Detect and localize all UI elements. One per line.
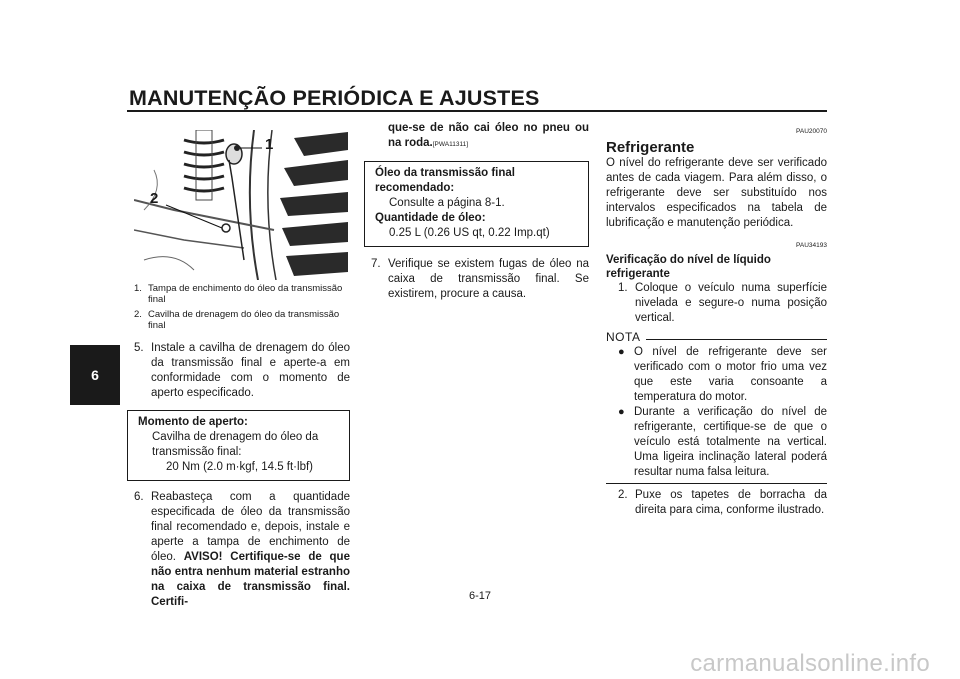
step-number: 5.	[134, 342, 144, 354]
bullet-text: O nível de refrigerante deve ser verificado com o motor frio uma vez que este varia consoante a temperatura do motor.	[634, 346, 827, 403]
step-text: Instale a cavilha de drenagem do óleo da transmissão final e aperte-a em conformidade com o momento de aperto especificado.	[151, 342, 350, 399]
step-text: Coloque o veículo numa superfície nivelada e segure-o numa posição vertical.	[635, 282, 827, 324]
bullet-text: Durante a verificação do nível de refrigerante, certifique-se de que o veículo está totalmente na vertical. Uma ligeira inclinação lateral poderá resultar numa falsa leitura.	[634, 406, 827, 478]
note-end-rule	[606, 483, 827, 484]
section-reference: PAU20070	[796, 128, 827, 135]
step-5	[134, 341, 350, 401]
oil-quantity-label: Quantidade de óleo:	[375, 212, 486, 224]
step-text: Verifique se existem fugas de óleo na caixa de transmissão final. Se existirem, procure a causa.	[388, 258, 589, 300]
figure-callout-1: 1	[265, 136, 274, 153]
note-header	[606, 330, 827, 345]
figure-transmission-illustration	[134, 130, 348, 280]
caption-text: Tampa de enchimento do óleo da transmissão final	[148, 283, 343, 305]
subsection-reference: PAU34193	[796, 242, 827, 249]
step-number: 2.	[618, 489, 628, 501]
step-1	[618, 281, 827, 326]
page-title: MANUTENÇÃO PERIÓDICA E AJUSTES	[129, 86, 540, 110]
subsection-title: Verificação do nível de líquido refrigerante	[606, 254, 771, 280]
note-rule	[646, 339, 827, 340]
oil-spec-box	[364, 161, 589, 247]
transmission-illustration	[134, 130, 348, 280]
middle-column	[371, 121, 589, 302]
torque-spec-box	[127, 410, 350, 481]
step-number: 1.	[618, 282, 628, 294]
oil-type-value: Consulte a página 8-1.	[389, 197, 505, 209]
page-number: 6-17	[468, 590, 492, 602]
right-column	[606, 124, 827, 518]
step-number: 6.	[134, 491, 144, 503]
caption-text: Cavilha de drenagem do óleo da transmissão final	[148, 309, 340, 331]
warning-reference: [PWA11311]	[432, 141, 469, 148]
figure-caption	[134, 283, 350, 305]
left-column	[134, 341, 350, 610]
torque-label: Momento de aperto:	[138, 416, 248, 428]
figure-caption	[134, 309, 350, 331]
oil-type-label: Óleo da transmissão final recomendado:	[375, 167, 515, 194]
step-warning: AVISO! Certifique-se de que não entra nenhum material estranho na caixa de transmissão final. Certifi-	[151, 551, 350, 608]
figure-callout-2: 2	[150, 190, 159, 207]
figure-caption-list	[134, 283, 350, 335]
note-bullet	[618, 405, 827, 480]
watermark: carmanualsonline.info	[690, 650, 930, 677]
torque-item: Cavilha de drenagem do óleo da transmissão final:	[152, 431, 319, 458]
step-number: 7.	[371, 258, 381, 270]
header-rule	[127, 110, 827, 112]
warning-text: que-se de não cai óleo no pneu ou na roda.	[388, 122, 589, 149]
caption-number: 2.	[134, 309, 142, 320]
note-label: NOTA	[606, 330, 641, 344]
bullet-icon: ●	[618, 406, 625, 418]
chapter-tab: 6	[70, 345, 120, 405]
section-intro: O nível do refrigerante deve ser verificado antes de cada viagem. Para além disso, o refrigerante deve ser substituído nos intervalos especificados na tabela de lubrificação e manutenção periódica.	[606, 157, 827, 229]
warning-continuation	[371, 121, 589, 152]
oil-quantity-value: 0.25 L (0.26 US qt, 0.22 Imp.qt)	[389, 227, 550, 239]
step-text: Reabasteça com a quantidade especificada de óleo da transmissão final recomendado e, depois, instale e aperte a tampa de enchimento de óleo.	[151, 491, 350, 563]
step-7	[371, 257, 589, 302]
section-title: Refrigerante	[606, 139, 695, 156]
bullet-icon: ●	[618, 346, 625, 358]
torque-value: 20 Nm (2.0 m·kgf, 14.5 ft·lbf)	[166, 461, 313, 473]
step-2	[618, 488, 827, 518]
step-text: Puxe os tapetes de borracha da direita para cima, conforme ilustrado.	[635, 489, 827, 516]
caption-number: 1.	[134, 283, 142, 294]
note-bullet	[618, 345, 827, 405]
